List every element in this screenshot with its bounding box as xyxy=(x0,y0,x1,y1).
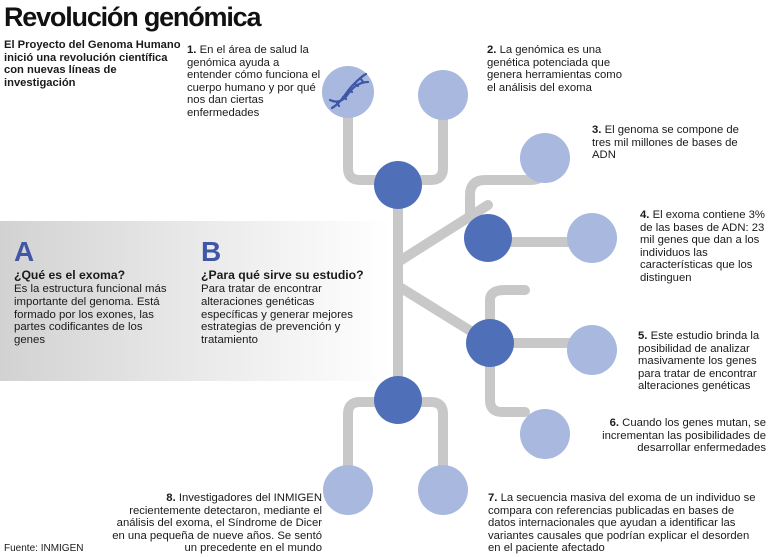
node-dark-top xyxy=(374,161,422,209)
node-dark-mid xyxy=(466,319,514,367)
note-2: 2. La genómica es una genética potenciada que genera herramientas como el análisis del exoma xyxy=(487,44,623,94)
section-b-answer: Para tratar de encontrar alteraciones genéticas específicas y generar mejores estrategias de prevención y tratamiento xyxy=(201,283,353,347)
section-a-letter: A xyxy=(14,236,35,267)
note-4: 4. El exoma contiene 3% de las bases de ADN: 23 mil genes que dan a los individuos las características que los distinguen xyxy=(640,209,765,284)
section-a-answer: Es la estructura funcional más importante del genoma. Está formado por los exones, las partes codificantes de los genes xyxy=(14,283,167,347)
section-a-question: ¿Qué es el exoma? xyxy=(14,268,126,282)
branch-bottom-left xyxy=(348,402,378,470)
node-light-top-right xyxy=(418,70,468,120)
page-title: Revolución genómica xyxy=(4,2,261,32)
node-light-bottom-left xyxy=(323,465,373,515)
page-subtitle: El Proyecto del Genoma Humano inició una revolución científica con nuevas líneas de investigación xyxy=(4,39,181,89)
note-1: 1. En el área de salud la genómica ayuda a entender cómo funciona el cuerpo humano y por qué nos dan ciertas enfermedades xyxy=(187,44,321,119)
source-credit: Fuente: INMIGEN xyxy=(4,543,84,554)
branch-mid-right xyxy=(490,290,525,320)
note-3: 3. El genoma se compone de tres mil millones de bases de ADN xyxy=(592,124,739,162)
note-8: 8. Investigadores del INMIGEN recientemente detectaron, mediante el análisis del exoma, el Síndrome de Dicer en una pequeña de nueve años. Se sentó un precedente en el mundo xyxy=(112,492,322,555)
branch-mid-down xyxy=(490,365,525,412)
node-dark-upper xyxy=(464,214,512,262)
note-6: 6. Cuando los genes mutan, se incrementan las posibilidades de desarrollar enfermedades xyxy=(602,417,766,455)
node-dark-bottom xyxy=(374,376,422,424)
note-7: 7. La secuencia masiva del exoma de un individuo se compara con referencias publicadas en bases de datos internacionales que ayudan a identificar las variantes causales que podrían explicar el desorden en el paciente afectado xyxy=(488,492,756,555)
branch-bottom-right xyxy=(418,402,443,470)
node-light-upper-2 xyxy=(567,213,617,263)
note-5: 5. Este estudio brinda la posibilidad de analizar masivamente los genes para tratar de encontrar alteraciones genéticas xyxy=(638,330,760,393)
node-light-bottom-right xyxy=(418,465,468,515)
node-light-mid-1 xyxy=(567,325,617,375)
section-b-question: ¿Para qué sirve su estudio? xyxy=(201,268,364,282)
node-light-upper-1 xyxy=(520,133,570,183)
node-light-mid-2 xyxy=(520,409,570,459)
section-b-letter: B xyxy=(201,236,222,267)
